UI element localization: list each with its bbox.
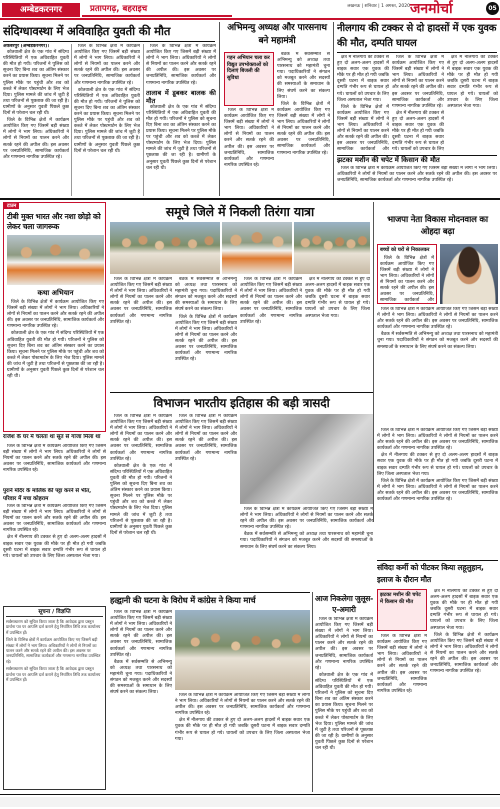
left-subhead3[interactable]: पुराने मंदिर के मालिक की पट्टा करने से भीत, परिवार में मचा कोहराम	[3, 488, 92, 502]
haldwani-col1-text: जिले के विभिन्न क्षेत्रों में कार्यक्रम आयोजित किए गए जिसमें बड़ी संख्या में लोगों ने भाग लिया। अधिकारियों ने लोगों से नियमों का पालन करने और सतर्क रहने की अपील की। इस अवसर पर जनप्रतिनिधि, सामाजिक कार्यकर्ता और गणमान्य नागरिक उपस्थित रहे।	[110, 610, 172, 658]
lead2-headline[interactable]: अभिमन्यु अध्यक्ष और पारसनाथ बने महामंत्री	[227, 23, 327, 46]
lead3-rule	[337, 52, 497, 53]
right-lower-text	[377, 428, 498, 558]
vibhajan-col1-text2: कोतवाली क्षेत्र के एक गांव में संदिग्ध परिस्थितियों में एक अविवाहित युवती की मौत हो गयी। परिजनों ने पुलिस को सूचना दिए बिना शव का अंतिम संस्कार करने का प्रयास किया। सूचना मिलने पर पुलिस मौके पर पहुंची और शव को कब्जे में लेकर पोस्टमार्टम के लिए भेज दिया। पुलिस मामले की जांच में जुटी है तथा परिजनों से पूछताछ की जा रही है। ग्रामीणों के अनुसार युवती पिछले कुछ दिनों से परेशान चल रही थी।	[110, 463, 172, 536]
vibhajan-col3-text2: बैठक में सर्वसम्मति से अभिमन्यु को अध्यक्ष तथा पारसनाथ को महामंत्री चुना गया। पदाधिकारियों ने संगठन को मजबूत करने और सदस्यों की समस्याओं के समाधान के लिए संघर्ष करने का संकल्प लिया।	[240, 532, 373, 550]
paper-logo: जनमोर्चा	[410, 1, 453, 17]
col-divider	[333, 22, 334, 196]
lead1-body-cont: जिले के विभिन्न क्षेत्रों में कार्यक्रम आयोजित किए गए जिसमें बड़ी संख्या में लोगों ने भाग लिया। अधिकारियों ने लोगों से नियमों का पालन करने और सतर्क रहने की अपील की। इस अवसर पर जनप्रतिनिधि, सामाजिक कार्यकर्ता और गणमान्य नागरिक उपस्थित रहे।	[3, 118, 69, 160]
lead1-byline: अकबरपुर (अम्बेडकरनगर)।	[3, 44, 50, 49]
vibhajan-headline[interactable]: विभाजन भारतीय इतिहास की बड़ी त्रासदी	[153, 396, 330, 410]
left-box-photo	[7, 235, 104, 285]
classified-box	[3, 606, 106, 790]
lead3-sub-text	[337, 166, 497, 196]
tiranga-photo-1	[110, 222, 220, 274]
haldwani-col2-text2: क्षेत्र में नीलगाय की टक्कर से हुए दो अलग-अलग हादसों में बाइक सवार एक युवक की मौके पर ही मौत हो गयी जबकि दूसरी घटना में बाइक सवार दम्पति गंभीर रूप से घायल हो गये। घायलों को उपचार के लिए जिला अस्पताल भेजा गया।	[175, 718, 310, 742]
tiranga-col1-text: जिले के विभिन्न क्षेत्रों में कार्यक्रम आयोजित किए गए जिसमें बड़ी संख्या में लोगों ने भाग लिया। अधिकारियों ने लोगों से नियमों का पालन करने और सतर्क रहने की अपील की। इस अवसर पर जनप्रतिनिधि, सामाजिक कार्यकर्ता और गणमान्य नागरिक उपस्थित रहे।	[110, 277, 172, 325]
col-divider	[143, 44, 144, 196]
lead1-col3-text2: कोतवाली क्षेत्र के एक गांव में संदिग्ध परिस्थितियों में एक अविवाहित युवती की मौत हो गयी। परिजनों ने पुलिस को सूचना दिए बिना शव का अंतिम संस्कार करने का प्रयास किया। सूचना मिलने पर पुलिस मौके पर पहुंची और शव को कब्जे में लेकर पोस्टमार्टम के लिए भेज दिया। पुलिस मामले की जांच में जुटी है तथा परिजनों से पूछताछ की जा रही है। ग्रामीणों के अनुसार युवती पिछले कुछ दिनों से परेशान चल रही थी।	[146, 104, 216, 171]
right-lower-body3: जिले के विभिन्न क्षेत्रों में कार्यक्रम आयोजित किए गए जिसमें बड़ी संख्या में लोगों ने भाग लिया। अधिकारियों ने लोगों से नियमों का पालन करने और सतर्क रहने की अपील की। इस अवसर पर जनप्रतिनिधि, सामाजिक कार्यकर्ता और गणमान्य नागरिक उपस्थित रहे।	[377, 478, 498, 503]
haldwani-col1	[110, 610, 172, 790]
left-text3-body: जिले के विभिन्न क्षेत्रों में कार्यक्रम आयोजित किए गए जिसमें बड़ी संख्या में लोगों ने भाग लिया। अधिकारियों ने लोगों से नियमों का पालन करने और सतर्क रहने की अपील की। इस अवसर पर जनप्रतिनिधि, सामाजिक कार्यकर्ता और गणमान्य नागरिक उपस्थित रहे।	[3, 504, 106, 534]
lead3-col2	[392, 55, 444, 153]
vibhajan-col2	[175, 414, 237, 590]
haldwani-col1-text2: बैठक में सर्वसम्मति से अभिमन्यु को अध्यक्ष तथा पारसनाथ को महामंत्री चुना गया। पदाधिकारियों ने संगठन को मजबूत करने और सदस्यों की समस्याओं के समाधान के लिए संघर्ष करने का संकल्प लिया।	[110, 659, 172, 696]
lead3-col3-text: क्षेत्र में नीलगाय की टक्कर से हुए दो अलग-अलग हादसों में बाइक सवार एक युवक की मौके पर ही मौत हो गयी जबकि दूसरी घटना में बाइक सवार दम्पति गंभीर रूप से घायल हो गये। घायलों को उपचार के लिए जिला अस्पताल भेजा गया।	[447, 55, 498, 109]
samvida-box-title[interactable]: झटका मशीन की चपेट में किसान की मौत	[380, 592, 421, 605]
left-box-text	[7, 300, 104, 430]
right-box-headline[interactable]: भाजपा नेता विकास मोदनवाल का ओहदा बढ़ा	[387, 215, 488, 237]
left-box-headline[interactable]: टीबी मुक्त भारत और नशा छोड़ो को लेकर चला जागरूक	[7, 212, 101, 231]
tiranga-photo-3	[294, 222, 370, 274]
julus-text	[315, 617, 373, 790]
lead3-col1-text: जिले के विभिन्न क्षेत्रों में कार्यक्रम आयोजित किए गए जिसमें बड़ी संख्या में लोगों ने भाग लिया। अधिकारियों ने लोगों से नियमों का पालन करने और सतर्क रहने की अपील की। इस अवसर पर जनप्रतिनिधि, सामाजिक कार्यकर्ता और	[337, 104, 389, 153]
tiranga-col3-text: जिले के विभिन्न क्षेत्रों में कार्यक्रम आयोजित किए गए जिसमें बड़ी संख्या में लोगों ने भाग लिया। अधिकारियों ने लोगों से नियमों का पालन करने और सतर्क रहने की अपील की। इस अवसर पर जनप्रतिनिधि, सामाजिक कार्यकर्ता और गणमान्य नागरिक उपस्थित रहे।	[240, 277, 302, 325]
vibhajan-col3	[240, 507, 373, 590]
left-box-body2: कोतवाली क्षेत्र के एक गांव में संदिग्ध परिस्थितियों में एक अविवाहित युवती की मौत हो गयी। परिजनों ने पुलिस को सूचना दिए बिना शव का अंतिम संस्कार करने का प्रयास किया। सूचना मिलने पर पुलिस मौके पर पहुंची और शव को कब्जे में लेकर पोस्टमार्टम के लिए भेज दिया। पुलिस मामले की जांच में जुटी है तथा परिजनों से पूछताछ की जा रही है। ग्रामीणों के अनुसार युवती पिछले कुछ दिनों से परेशान चल रही थी।	[7, 331, 104, 380]
left-box	[3, 202, 106, 432]
right-box-mini-body: जिले के विभिन्न क्षेत्रों में कार्यक्रम आयोजित किए गए जिसमें बड़ी संख्या में लोगों ने भाग लिया। अधिकारियों ने लोगों से नियमों का पालन करने और सतर्क रहने की अपील की। इस अवसर पर जनप्रतिनिधि, सामाजिक कार्यकर्ता और	[380, 255, 434, 304]
masthead-rule	[0, 18, 500, 20]
right-box-body: जिले के विभिन्न क्षेत्रों में कार्यक्रम आयोजित किए गए जिसमें बड़ी संख्या में लोगों ने भाग लिया। अधिकारियों ने लोगों से नियमों का पालन करने और सतर्क रहने की अपील की। इस अवसर पर जनप्रतिनिधि, सामाजिक कार्यकर्ता और गणमान्य नागरिक उपस्थित रहे।	[377, 307, 498, 331]
left-box-subhead[interactable]: कथा अभियान	[37, 289, 74, 297]
right-lower-body: जिले के विभिन्न क्षेत्रों में कार्यक्रम आयोजित किए गए जिसमें बड़ी संख्या में लोगों ने भाग लिया। अधिकारियों ने लोगों से नियमों का पालन करने और सतर्क रहने की अपील की। इस अवसर पर जनप्रतिनिधि, सामाजिक कार्यकर्ता और गणमान्य नागरिक उपस्थित रहे।	[377, 428, 498, 452]
lead1-rule	[3, 41, 215, 42]
right-box-mini-text	[380, 256, 434, 305]
footer-rule	[0, 794, 500, 795]
lead3-col2-text: जिले के विभिन्न क्षेत्रों में कार्यक्रम आयोजित किए गए जिसमें बड़ी संख्या में लोगों ने भाग लिया। अधिकारियों ने लोगों से नियमों का पालन करने और सतर्क रहने की अपील की। इस अवसर पर जनप्रतिनिधि, सामाजिक कार्यकर्ता और गणमान्य नागरिक उपस्थित रहे।	[392, 55, 444, 109]
subsection-tag[interactable]: प्रतापगढ़, बहराइच	[82, 3, 232, 17]
tiranga-col2	[175, 277, 237, 389]
tiranga-col4	[305, 277, 370, 389]
vibhajan-col1	[110, 414, 172, 590]
lead3-sub-body: जिले के विभिन्न क्षेत्रों में कार्यक्रम आयोजित किए गए जिसमें बड़ी संख्या में लोगों ने भाग लिया। अधिकारियों ने लोगों से नियमों का पालन करने और सतर्क रहने की अपील की। इस अवसर पर जनप्रतिनिधि, सामाजिक कार्यकर्ता और गणमान्य नागरिक उपस्थित रहे।	[337, 166, 497, 184]
classified-notice3: सर्वसाधारण को सूचित किया जाता है कि आवेदक द्वारा प्रस्तुत प्रार्थना पत्र पर आपत्ति दर्ज कराने हेतु निर्धारित तिथि तक कार्यालय में उपस्थित हों।	[6, 666, 101, 683]
section-rule	[0, 198, 500, 200]
lead1-col3-text: जिले के विभिन्न क्षेत्रों में कार्यक्रम आयोजित किए गए जिसमें बड़ी संख्या में लोगों ने भाग लिया। अधिकारियों ने लोगों से नियमों का पालन करने और सतर्क रहने की अपील की। इस अवसर पर जनप्रतिनिधि, सामाजिक कार्यकर्ता और गणमान्य नागरिक उपस्थित रहे।	[146, 44, 216, 86]
samvida-headline[interactable]: संविदा कर्मी को पीटकर किया लहूलुहान, इलाज के दौरान मौत	[377, 563, 484, 584]
lead2-box-label[interactable]: गहन अभियान चला कर विद्युत उपभोक्ताओं को दिलाएं बिजली की सुविधा	[227, 55, 270, 81]
col-divider	[219, 22, 220, 196]
left-text2	[3, 444, 106, 486]
tiranga-col4-text: क्षेत्र में नीलगाय की टक्कर से हुए दो अलग-अलग हादसों में बाइक सवार एक युवक की मौके पर ही मौत हो गयी जबकि दूसरी घटना में बाइक सवार दम्पति गंभीर रूप से घायल हो गये। घायलों को उपचार के लिए जिला अस्पताल भेजा गया।	[305, 277, 370, 319]
lead1-body: कोतवाली क्षेत्र के एक गांव में संदिग्ध परिस्थितियों में एक अविवाहित युवती की मौत हो गयी। परिजनों ने पुलिस को सूचना दिए बिना शव का अंतिम संस्कार करने का प्रयास किया। सूचना मिलने पर पुलिस मौके पर पहुंची और शव को कब्जे में लेकर पोस्टमार्टम के लिए भेज दिया। पुलिस मामले की जांच में जुटी है तथा परिजनों से पूछताछ की जा रही है। ग्रामीणों के अनुसार युवती पिछले कुछ दिनों से परेशान चल रही थी।	[3, 50, 69, 117]
lead2-col1-text: जिले के विभिन्न क्षेत्रों में कार्यक्रम आयोजित किए गए जिसमें बड़ी संख्या में लोगों ने भाग लिया। अधिकारियों ने लोगों से नियमों का पालन करने और सतर्क रहने की अपील की। इस अवसर पर जनप्रतिनिधि, सामाजिक कार्यकर्ता और गणमान्य नागरिक उपस्थित रहे।	[224, 108, 274, 168]
haldwani-photo	[175, 610, 310, 690]
samvida-col2-text: क्षेत्र में नीलगाय की टक्कर से हुए दो अलग-अलग हादसों में बाइक सवार एक युवक की मौके पर ही मौत हो गयी जबकि दूसरी घटना में बाइक सवार दम्पति गंभीर रूप से घायल हो गये। घायलों को उपचार के लिए जिला अस्पताल भेजा गया।	[430, 589, 498, 631]
right-box-text	[377, 307, 498, 425]
right-lower-body2: क्षेत्र में नीलगाय की टक्कर से हुए दो अलग-अलग हादसों में बाइक सवार एक युवक की मौके पर ही मौत हो गयी जबकि दूसरी घटना में बाइक सवार दम्पति गंभीर रूप से घायल हो गये। घायलों को उपचार के लिए जिला अस्पताल भेजा गया।	[377, 453, 498, 477]
tiranga-col2-text2: जिले के विभिन्न क्षेत्रों में कार्यक्रम आयोजित किए गए जिसमें बड़ी संख्या में लोगों ने भाग लिया। अधिकारियों ने लोगों से नियमों का पालन करने और सतर्क रहने की अपील की। इस अवसर पर जनप्रतिनिधि, सामाजिक कार्यकर्ता और गणमान्य नागरिक उपस्थित रहे।	[175, 314, 237, 363]
footer-strip	[0, 797, 500, 807]
classified-notice2: जिले के विभिन्न क्षेत्रों में कार्यक्रम आयोजित किए गए जिसमें बड़ी संख्या में लोगों ने भाग लिया। अधिकारियों ने लोगों से नियमों का पालन करने और सतर्क रहने की अपील की। इस अवसर पर जनप्रतिनिधि, सामाजिक कार्यकर्ता और गणमान्य नागरिक उपस्थित रहे।	[6, 637, 101, 664]
lead2-box	[224, 52, 274, 106]
samvida-col1-text: जिले के विभिन्न क्षेत्रों में कार्यक्रम आयोजित किए गए जिसमें बड़ी संख्या में लोगों ने भाग लिया। अधिकारियों ने लोगों से नियमों का पालन करने और सतर्क रहने की अपील की। इस अवसर पर जनप्रतिनिधि, सामाजिक कार्यकर्ता और गणमान्य नागरिक उपस्थित रहे।	[377, 634, 427, 694]
lead1-col2-text: जिले के विभिन्न क्षेत्रों में कार्यक्रम आयोजित किए गए जिसमें बड़ी संख्या में लोगों ने भाग लिया। अधिकारियों ने लोगों से नियमों का पालन करने और सतर्क रहने की अपील की। इस अवसर पर जनप्रतिनिधि, सामाजिक कार्यकर्ता और गणमान्य नागरिक उपस्थित रहे।	[74, 44, 140, 86]
lead1-headline[interactable]: संदिग्धावस्था में अविवाहित युवती की मौत	[3, 24, 171, 38]
classified-notice: सर्वसाधारण को सूचित किया जाता है कि आवेदक द्वारा प्रस्तुत प्रार्थना पत्र पर आपत्ति दर्ज कराने हेतु निर्धारित तिथि तक कार्यालय में उपस्थित हों।	[6, 619, 101, 635]
lead1-col1	[3, 44, 69, 196]
lead3-col2-text2: क्षेत्र में नीलगाय की टक्कर से हुए दो अलग-अलग हादसों में बाइक सवार एक युवक की मौके पर ही मौत हो गयी जबकि दूसरी घटना में बाइक सवार दम्पति गंभीर रूप से घायल हो गये। घायलों को उपचार के लिए	[392, 110, 444, 153]
samvida-col2	[430, 589, 498, 790]
col-divider	[71, 44, 72, 196]
tiranga-col3	[240, 277, 302, 389]
vibhajan-col3-text: जिले के विभिन्न क्षेत्रों में कार्यक्रम आयोजित किए गए जिसमें बड़ी संख्या में लोगों ने भाग लिया। अधिकारियों ने लोगों से नियमों का पालन करने और सतर्क रहने की अपील की। इस अवसर पर जनप्रतिनिधि, सामाजिक कार्यकर्ता और गणमान्य नागरिक उपस्थित रहे।	[240, 507, 373, 531]
lead3-body: क्षेत्र में नीलगाय की टक्कर से हुए दो अलग-अलग हादसों में बाइक सवार एक युवक की मौके पर ही मौत हो गयी जबकि दूसरी घटना में बाइक सवार दम्पति गंभीर रूप से घायल हो गये। घायलों को उपचार के लिए जिला अस्पताल भेजा गया।	[337, 55, 389, 103]
samvida-box	[377, 589, 427, 631]
haldwani-col2	[175, 693, 310, 790]
classified-title[interactable]: सूचना / विज्ञप्ति	[6, 609, 103, 617]
lead1-col3	[146, 44, 216, 196]
col-divider	[373, 202, 374, 522]
left-text2-body: जिले के विभिन्न क्षेत्रों में कार्यक्रम आयोजित किए गए जिसमें बड़ी संख्या में लोगों ने भाग लिया। अधिकारियों ने लोगों से नियमों का पालन करने और सतर्क रहने की अपील की। इस अवसर पर जनप्रतिनिधि, सामाजिक कार्यकर्ता और गणमान्य नागरिक उपस्थित रहे।	[3, 444, 106, 474]
lead2-col1	[224, 108, 274, 196]
lead1-col2	[74, 44, 140, 196]
lead3-col3	[447, 55, 498, 153]
right-box-mini	[377, 244, 437, 304]
leader-portrait	[440, 244, 498, 304]
julus-body2: कोतवाली क्षेत्र के एक गांव में संदिग्ध परिस्थितियों में एक अविवाहित युवती की मौत हो गयी। परिजनों ने पुलिस को सूचना दिए बिना शव का अंतिम संस्कार करने का प्रयास किया। सूचना मिलने पर पुलिस मौके पर पहुंची और शव को कब्जे में लेकर पोस्टमार्टम के लिए भेज दिया। पुलिस मामले की जांच में जुटी है तथा परिजनों से पूछताछ की जा रही है। ग्रामीणों के अनुसार युवती पिछले कुछ दिनों से परेशान चल रही थी।	[315, 672, 373, 751]
julus-body: जिले के विभिन्न क्षेत्रों में कार्यक्रम आयोजित किए गए जिसमें बड़ी संख्या में लोगों ने भाग लिया। अधिकारियों ने लोगों से नियमों का पालन करने और सतर्क रहने की अपील की। इस अवसर पर जनप्रतिनिधि, सामाजिक कार्यकर्ता और गणमान्य नागरिक उपस्थित रहे।	[315, 617, 373, 671]
banner5-rule	[377, 560, 498, 561]
samvida-col2-text2: जिले के विभिन्न क्षेत्रों में कार्यक्रम आयोजित किए गए जिसमें बड़ी संख्या में लोगों ने भाग लिया। अधिकारियों ने लोगों से नियमों का पालन करने और सतर्क रहने की अपील की। इस अवसर पर जनप्रतिनिधि, सामाजिक कार्यकर्ता और गणमान्य नागरिक उपस्थित रहे।	[430, 632, 498, 675]
tiranga-headline[interactable]: समूचे जिले में निकली तिरंगा यात्रा	[165, 204, 315, 219]
haldwani-headline[interactable]: हल्द्वानी की घटना के विरोध में कांग्रेस ने किया मार्च	[110, 595, 256, 605]
col-divider	[312, 592, 313, 792]
lead3-col1	[337, 55, 389, 153]
lead2-col2	[277, 52, 330, 196]
tiranga-col2-text: बैठक में सर्वसम्मति से अभिमन्यु को अध्यक्ष तथा पारसनाथ को महामंत्री चुना गया। पदाधिकारियों ने संगठन को मजबूत करने और सदस्यों की समस्याओं के समाधान के लिए संघर्ष करने का संकल्प लिया।	[175, 277, 237, 313]
lead3-subhead[interactable]: झटका मशीन की चपेट में किसान की मौत	[337, 155, 497, 164]
lead2-col2-text: जिले के विभिन्न क्षेत्रों में कार्यक्रम आयोजित किए गए जिसमें बड़ी संख्या में लोगों ने भाग लिया। अधिकारियों ने लोगों से नियमों का पालन करने और सतर्क रहने की अपील की। इस अवसर पर जनप्रतिनिधि, सामाजिक कार्यकर्ता और गणमान्य नागरिक उपस्थित रहे।	[277, 101, 330, 156]
julus-headline[interactable]: आज निकलेगा जुलूस-ए-अमारी	[315, 594, 373, 614]
lead1-col2-text2: कोतवाली क्षेत्र के एक गांव में संदिग्ध परिस्थितियों में एक अविवाहित युवती की मौत हो गयी। परिजनों ने पुलिस को सूचना दिए बिना शव का अंतिम संस्कार करने का प्रयास किया। सूचना मिलने पर पुलिस मौके पर पहुंची और शव को कब्जे में लेकर पोस्टमार्टम के लिए भेज दिया। पुलिस मामले की जांच में जुटी है तथा परिजनों से पूछताछ की जा रही है। ग्रामीणों के अनुसार युवती पिछले कुछ दिनों से परेशान चल रही थी।	[74, 87, 140, 154]
samvida-col1	[377, 634, 427, 790]
lead1-subhead[interactable]: तालाब में डूबकर बालक की मौत	[146, 88, 216, 105]
left-subhead2[interactable]: राजेश के घर में चलता था सूत से गांजा मिला था	[3, 434, 101, 440]
page-number-badge: 05	[486, 2, 499, 15]
vibhajan-col1-text: जिले के विभिन्न क्षेत्रों में कार्यक्रम आयोजित किए गए जिसमें बड़ी संख्या में लोगों ने भाग लिया। अधिकारियों ने लोगों से नियमों का पालन करने और सतर्क रहने की अपील की। इस अवसर पर जनप्रतिनिधि, सामाजिक कार्यकर्ता और गणमान्य नागरिक उपस्थित रहे।	[110, 414, 172, 462]
tiranga-col1	[110, 277, 172, 389]
section-tag[interactable]: अम्बेडकरनगर	[2, 3, 80, 17]
left-box-body: जिले के विभिन्न क्षेत्रों में कार्यक्रम आयोजित किए गए जिसमें बड़ी संख्या में लोगों ने भाग लिया। अधिकारियों ने लोगों से नियमों का पालन करने और सतर्क रहने की अपील की। इस अवसर पर जनप्रतिनिधि, सामाजिक कार्यकर्ता और गणमान्य नागरिक उपस्थित रहे।	[7, 300, 104, 330]
left-text3-body2: क्षेत्र में नीलगाय की टक्कर से हुए दो अलग-अलग हादसों में बाइक सवार एक युवक की मौके पर ही मौत हो गयी जबकि दूसरी घटना में बाइक सवार दम्पति गंभीर रूप से घायल हो गये। घायलों को उपचार के लिए जिला अस्पताल भेजा गया।	[3, 535, 106, 559]
tiranga-photo-2	[222, 222, 292, 274]
haldwani-col2-text: जिले के विभिन्न क्षेत्रों में कार्यक्रम आयोजित किए गए जिसमें बड़ी संख्या में लोगों ने भाग लिया। अधिकारियों ने लोगों से नियमों का पालन करने और सतर्क रहने की अपील की। इस अवसर पर जनप्रतिनिधि, सामाजिक कार्यकर्ता और गणमान्य नागरिक उपस्थित रहे।	[175, 693, 310, 717]
left-box-tag[interactable]: टाउन	[4, 203, 19, 209]
left-text3	[3, 504, 106, 604]
lead3-headline[interactable]: नीलगाय की टक्कर से दो हादसों में एक युवक की मौत, दम्पति घायल	[337, 23, 497, 49]
vibhajan-photo	[240, 414, 373, 504]
edition-dateline: लखनऊ | शनिवार | 1 अगस्त, 2020	[347, 4, 410, 9]
right-box-body2: बैठक में सर्वसम्मति से अभिमन्यु को अध्यक्ष तथा पारसनाथ को महामंत्री चुना गया। पदाधिकारियों ने संगठन को मजबूत करने और सदस्यों की समस्याओं के समाधान के लिए संघर्ष करने का संकल्प लिया।	[377, 332, 498, 350]
lead2-body: बैठक में सर्वसम्मति से अभिमन्यु को अध्यक्ष तथा पारसनाथ को महामंत्री चुना गया। पदाधिकारियों ने संगठन को मजबूत करने और सदस्यों की समस्याओं के समाधान के लिए संघर्ष करने का संकल्प लिया।	[277, 52, 330, 100]
vibhajan-col2-text: जिले के विभिन्न क्षेत्रों में कार्यक्रम आयोजित किए गए जिसमें बड़ी संख्या में लोगों ने भाग लिया। अधिकारियों ने लोगों से नियमों का पालन करने और सतर्क रहने की अपील की। इस अवसर पर जनप्रतिनिधि, सामाजिक कार्यकर्ता और गणमान्य नागरिक उपस्थित रहे।	[175, 414, 237, 462]
right-box-mini-title[interactable]: बच्चों को घरों से निकालकर	[380, 247, 430, 253]
